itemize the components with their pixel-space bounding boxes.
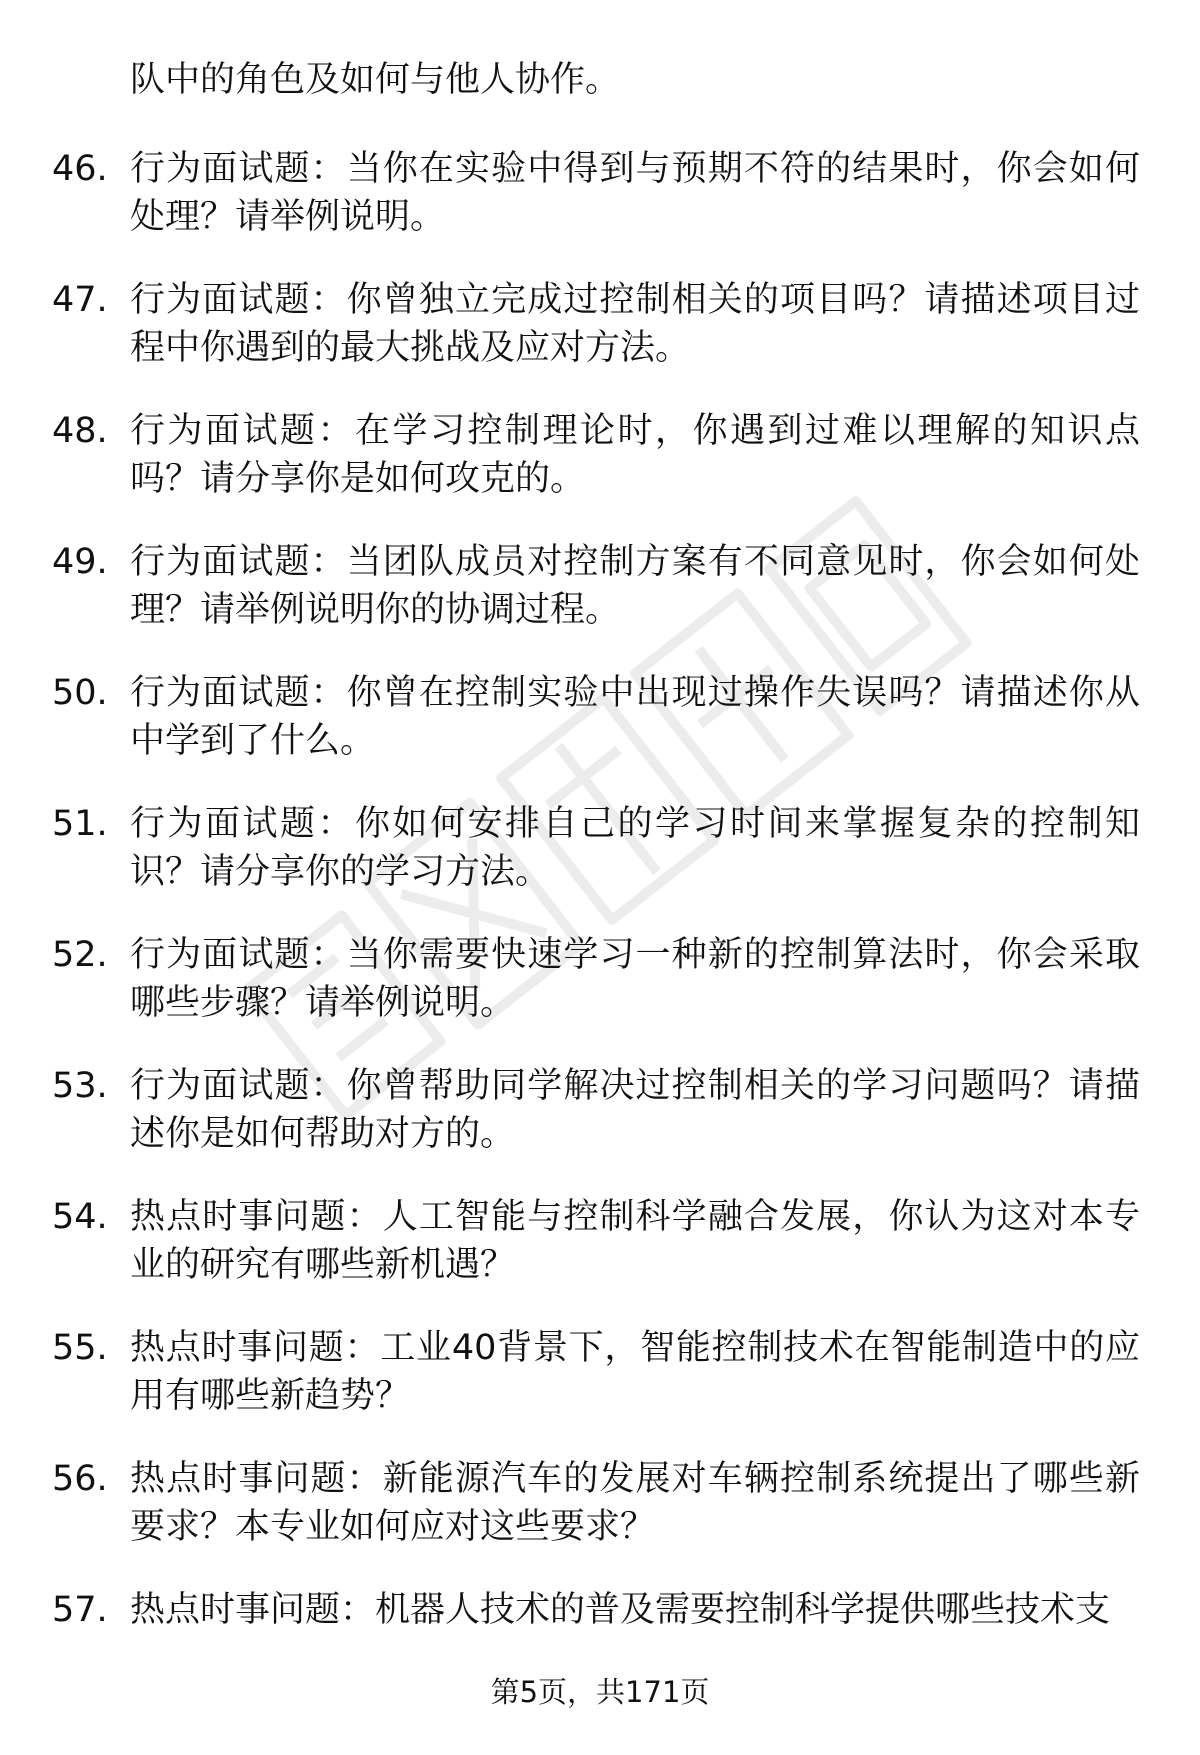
question-text: 行为面试题：当你在实验中得到与预期不符的结果时，你会如何处理？请举例说明。 bbox=[130, 149, 1140, 237]
question-item bbox=[0, 931, 1200, 1062]
question-item bbox=[0, 407, 1200, 538]
question-number: 47. bbox=[52, 280, 108, 320]
question-text: 热点时事问题：机器人技术的普及需要控制科学提供哪些技术支 bbox=[130, 1590, 1111, 1630]
question-text: 行为面试题：当团队成员对控制方案有不同意见时，你会如何处理？请举例说明你的协调过程。 bbox=[130, 542, 1140, 630]
question-list bbox=[0, 145, 1200, 1717]
question-text: 热点时事问题：新能源汽车的发展对车辆控制系统提出了哪些新要求？本专业如何应对这些要求？ bbox=[130, 1459, 1140, 1547]
question-number: 48. bbox=[52, 411, 108, 451]
question-item bbox=[0, 538, 1200, 669]
question-item bbox=[0, 800, 1200, 931]
question-item bbox=[0, 276, 1200, 407]
question-item bbox=[0, 1324, 1200, 1455]
question-number: 55. bbox=[52, 1328, 108, 1368]
question-number: 50. bbox=[52, 673, 108, 713]
question-text: 行为面试题：你曾在控制实验中出现过操作失误吗？请描述你从中学到了什么。 bbox=[130, 673, 1140, 761]
question-number: 52. bbox=[52, 935, 108, 975]
question-item bbox=[0, 1455, 1200, 1586]
question-text: 行为面试题：你如何安排自己的学习时间来掌握复杂的控制知识？请分享你的学习方法。 bbox=[130, 804, 1140, 892]
question-text: 行为面试题：你曾帮助同学解决过控制相关的学习问题吗？请描述你是如何帮助对方的。 bbox=[130, 1066, 1140, 1154]
question-item bbox=[0, 145, 1200, 276]
question-item bbox=[0, 1062, 1200, 1193]
question-number: 53. bbox=[52, 1066, 108, 1106]
question-text: 热点时事问题：工业40背景下，智能控制技术在智能制造中的应用有哪些新趋势？ bbox=[130, 1328, 1140, 1416]
question-item bbox=[0, 669, 1200, 800]
question-number: 46. bbox=[52, 149, 108, 189]
question-text: 行为面试题：在学习控制理论时，你遇到过难以理解的知识点吗？请分享你是如何攻克的。 bbox=[130, 411, 1140, 499]
question-text: 行为面试题：你曾独立完成过控制相关的项目吗？请描述项目过程中你遇到的最大挑战及应对方法。 bbox=[130, 280, 1140, 368]
question-number: 56. bbox=[52, 1459, 108, 1499]
question-text: 行为面试题：当你需要快速学习一种新的控制算法时，你会采取哪些步骤？请举例说明。 bbox=[130, 935, 1140, 1023]
question-item bbox=[0, 1193, 1200, 1324]
question-number: 54. bbox=[52, 1197, 108, 1237]
question-number: 57. bbox=[52, 1590, 108, 1630]
question-number: 49. bbox=[52, 542, 108, 582]
continuation-text: 队中的角色及如何与他人协作。 bbox=[130, 60, 621, 100]
page-footer: 第5页，共171页 bbox=[490, 1675, 710, 1709]
question-text: 热点时事问题：人工智能与控制科学融合发展，你认为这对本专业的研究有哪些新机遇？ bbox=[130, 1197, 1140, 1285]
question-number: 51. bbox=[52, 804, 108, 844]
